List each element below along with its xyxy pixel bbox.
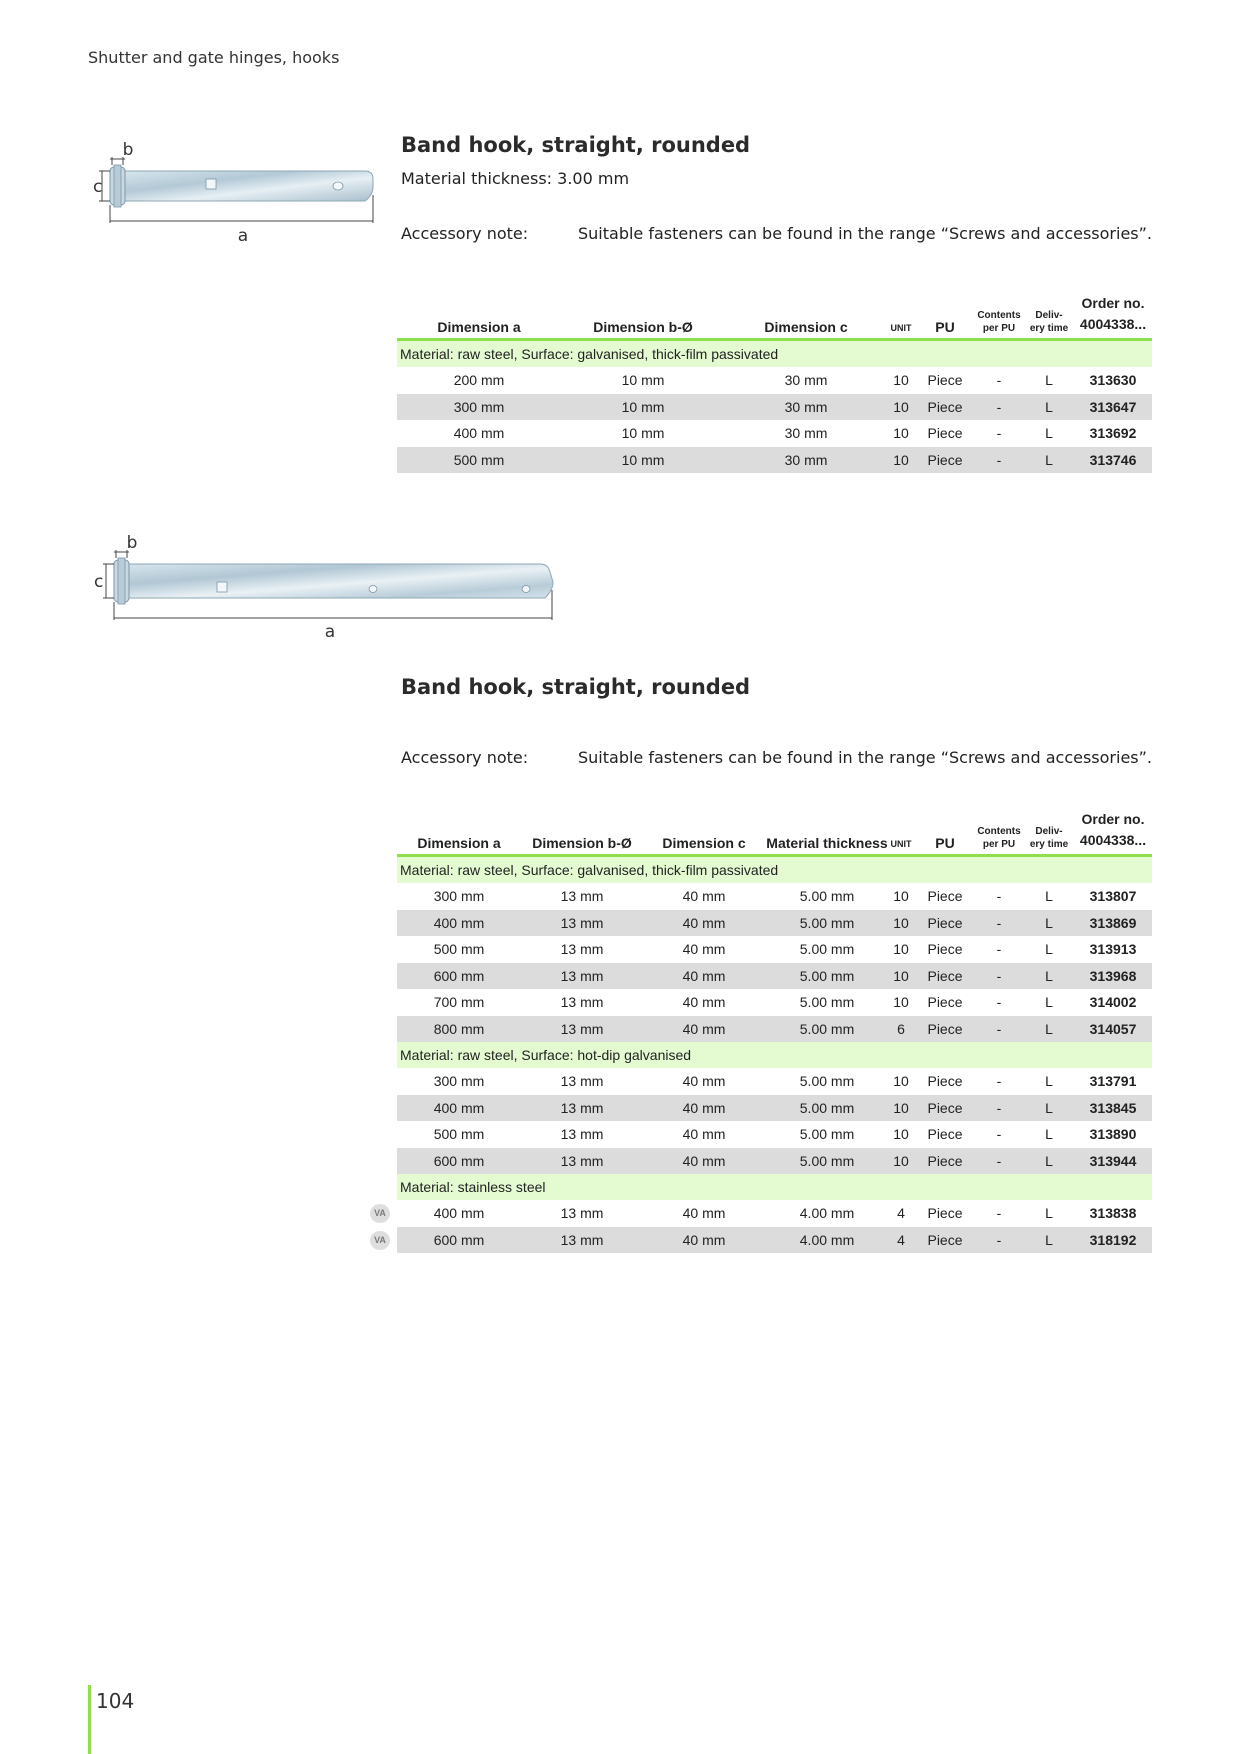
page-number-rule [88, 1685, 91, 1754]
diagram-label-b: b [122, 140, 134, 160]
col-order-no: Order no. 4004338... [1079, 811, 1147, 848]
band-hook-diagram-short [90, 135, 380, 245]
col-dimension-b: Dimension b-Ø [532, 835, 632, 851]
table-row: 300 mm 13 mm 40 mm 5.00 mm 10 Piece - L 313807 [433, 888, 1137, 904]
accessory-note-label: Accessory note: [401, 748, 529, 767]
diagram-label-a: a [237, 226, 249, 245]
table-row: VA 400 mm 13 mm 40 mm 4.00 mm 4 Piece - L 313838 [397, 1200, 1152, 1227]
material-section: Material: stainless steel [397, 1174, 1152, 1200]
page-number: 104 [96, 1689, 135, 1713]
col-delivery-time: Deliv- ery time [1029, 826, 1069, 850]
product-table-2 [374, 802, 1152, 1253]
product-title: Band hook, straight, rounded [401, 675, 751, 699]
running-header: Shutter and gate hinges, hooks [88, 48, 340, 67]
accessory-note-text: Suitable fasteners can be found in the range “Screws and accessories”. [578, 224, 1152, 243]
table-row: VA 600 mm 13 mm 40 mm 4.00 mm 4 Piece - L 318192 [397, 1227, 1152, 1254]
va-stainless-badge-icon: VA [370, 1231, 390, 1250]
col-dimension-a: Dimension a [437, 319, 521, 335]
material-thickness: Material thickness: 3.00 mm [401, 169, 630, 188]
product-title: Band hook, straight, rounded [401, 133, 751, 157]
col-delivery-time: Deliv- ery time [1029, 310, 1069, 334]
table-header [397, 802, 1152, 857]
product-table-1 [397, 286, 1152, 473]
table-row: 600 mm 13 mm 40 mm 5.00 mm 10 Piece - L 313944 [397, 1148, 1152, 1175]
table-row: 700 mm 13 mm 40 mm 5.00 mm 10 Piece - L 314002 [433, 994, 1137, 1010]
table-row: 500 mm 10 mm 30 mm 10 Piece - L 313746 [397, 447, 1152, 474]
table-row: 300 mm 10 mm 30 mm 10 Piece - L 313647 [397, 394, 1152, 421]
col-unit: UNIT [890, 323, 912, 333]
va-stainless-badge-icon: VA [370, 1204, 390, 1223]
diagram-label-c: c [93, 177, 103, 197]
diagram-label-b: b [126, 533, 138, 553]
col-dimension-c: Dimension c [764, 319, 848, 335]
col-dimension-b: Dimension b-Ø [593, 319, 693, 335]
table-row: 400 mm 10 mm 30 mm 10 Piece - L 313692 [453, 425, 1137, 441]
table-header [397, 286, 1152, 341]
accessory-note-label: Accessory note: [401, 224, 529, 243]
col-contents-per-pu: Contents per PU [977, 310, 1021, 334]
col-dimension-c: Dimension c [662, 835, 746, 851]
material-section: Material: raw steel, Surface: hot-dip galvanised [397, 1042, 1152, 1068]
table-row: 800 mm 13 mm 40 mm 5.00 mm 6 Piece - L 314057 [397, 1016, 1152, 1043]
diagram-label-a: a [324, 622, 336, 640]
col-contents-per-pu: Contents per PU [977, 826, 1021, 850]
table-row: 500 mm 13 mm 40 mm 5.00 mm 10 Piece - L 313890 [433, 1126, 1137, 1142]
material-section: Material: raw steel, Surface: galvanised, thick-film passivated [397, 341, 1152, 367]
band-hook-diagram-long [90, 530, 560, 640]
table-row: 300 mm 13 mm 40 mm 5.00 mm 10 Piece - L 313791 [433, 1073, 1137, 1089]
table-row: 400 mm 13 mm 40 mm 5.00 mm 10 Piece - L 313845 [397, 1095, 1152, 1122]
table-row: 500 mm 13 mm 40 mm 5.00 mm 10 Piece - L 313913 [433, 941, 1137, 957]
table-row: 200 mm 10 mm 30 mm 10 Piece - L 313630 [453, 372, 1137, 388]
col-order-no: Order no. 4004338... [1079, 295, 1147, 332]
table-row: 400 mm 13 mm 40 mm 5.00 mm 10 Piece - L 313869 [397, 910, 1152, 937]
col-unit: UNIT [890, 839, 912, 849]
accessory-note-text: Suitable fasteners can be found in the range “Screws and accessories”. [578, 748, 1152, 767]
diagram-label-c: c [94, 572, 104, 592]
col-material-thickness: Material thickness [766, 835, 888, 851]
table-row: 600 mm 13 mm 40 mm 5.00 mm 10 Piece - L 313968 [397, 963, 1152, 990]
col-dimension-a: Dimension a [417, 835, 501, 851]
material-section: Material: raw steel, Surface: galvanised, thick-film passivated [397, 857, 1152, 883]
col-pu: PU [935, 319, 955, 335]
col-pu: PU [935, 835, 955, 851]
